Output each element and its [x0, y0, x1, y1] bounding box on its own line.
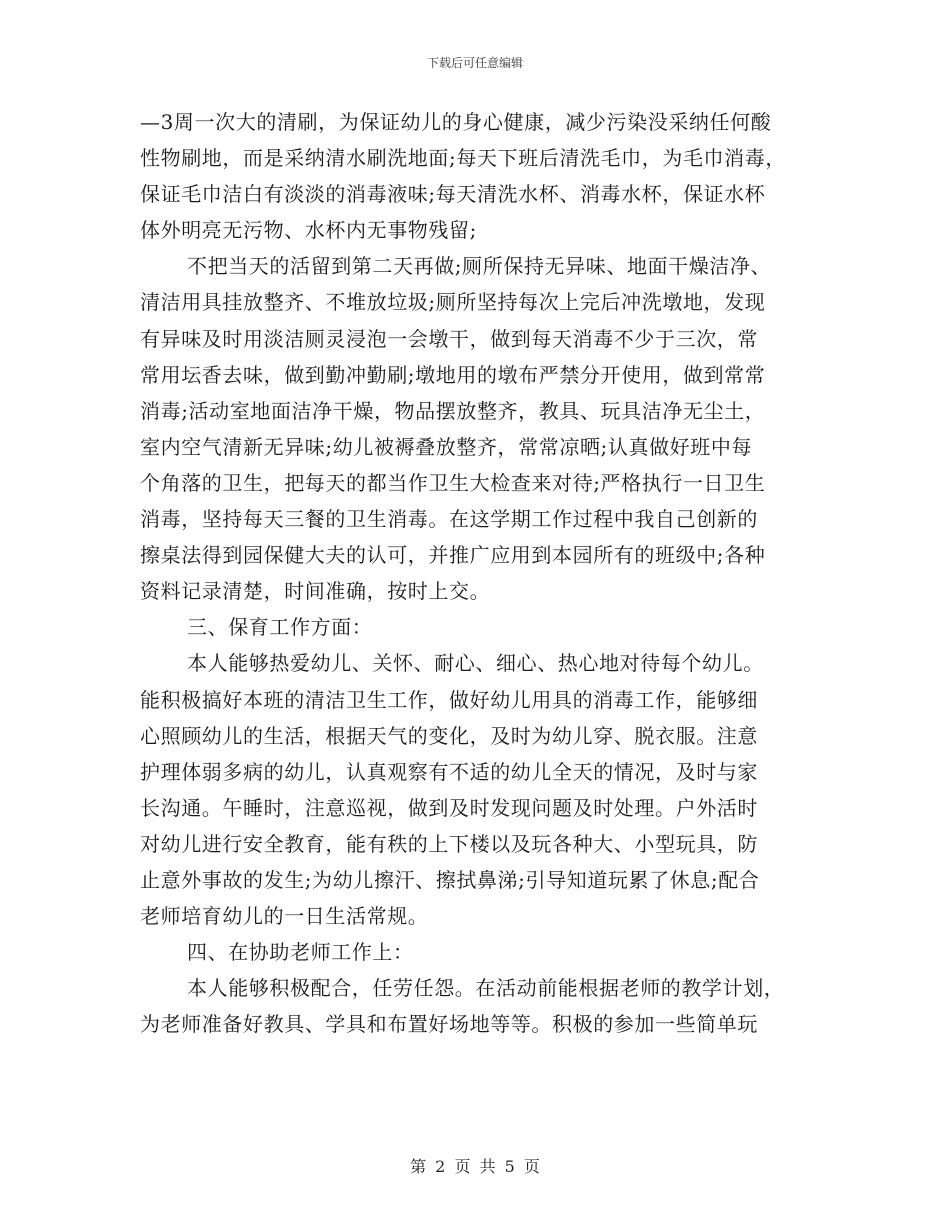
paragraph-start-line: 本人能够积极配合，任劳任怨。在活动前能根据老师的教学计划， [187, 976, 785, 1001]
text-line: 长沟通。午睡时，注意巡视，做到及时发现问题及时处理。户外活时 [140, 795, 758, 820]
body-text [140, 104, 810, 1042]
text-line: 体外明亮无污物、水杯内无事物残留; [140, 218, 477, 243]
text-line: 能积极搞好本班的清洁卫生工作，做好幼儿用具的消毒工作，能够细 [140, 687, 758, 712]
text-line: 心照顾幼儿的生活，根据天气的变化，及时为幼儿穿、脱衣服。注意 [140, 723, 758, 748]
text-line: 性物刷地，而是采纳清水刷洗地面;每天下班后清洗毛巾，为毛巾消毒， [140, 146, 786, 171]
page-number-footer: 第 2 页 共 5 页 [410, 1157, 540, 1176]
text-line: 个角落的卫生，把每天的都当作卫生大检查来对待;严格执行一日卫生 [140, 470, 766, 495]
text-line: 老师培育幼儿的一日生活常规。 [140, 904, 429, 929]
text-line: 有异味及时用淡洁厕灵浸泡一会墩干，做到每天消毒不少于三次，常 [140, 326, 758, 351]
paragraph-start-line: 不把当天的活留到第二天再做;厕所保持无异味、地面干燥洁净、 [187, 254, 772, 279]
text-line: 常用坛香去味，做到勤冲勤刷;墩地用的墩布严禁分开使用，做到常常 [140, 362, 766, 387]
section-heading: 四、在协助老师工作上： [187, 940, 414, 965]
text-line: 对幼儿进行安全教育，能有秩的上下楼以及玩各种大、小型玩具，防 [140, 831, 758, 856]
paragraph-start-line: 本人能够热爱幼儿、关怀、耐心、细心、热心地对待每个幼儿。 [187, 651, 764, 676]
text-line: 清洁用具挂放整齐、不堆放垃圾;厕所坚持每次上完后冲洗墩地，发现 [140, 290, 766, 315]
text-line: 护理体弱多病的幼儿，认真观察有不适的幼儿全天的情况，及时与家 [140, 759, 758, 784]
text-line: 保证毛巾洁白有淡淡的消毒液味;每天清洗水杯、消毒水杯，保证水杯 [140, 182, 766, 207]
section-heading: 三、保育工作方面： [187, 615, 373, 640]
text-line: 为老师准备好教具、学具和布置好场地等等。积极的参加一些简单玩 [140, 1012, 758, 1037]
text-line: 擦桌法得到园保健大夫的认可，并推广应用到本园所有的班级中;各种 [140, 543, 766, 568]
text-line: 消毒;活动室地面洁净干燥，物品摆放整齐，教具、玩具洁净无尘土， [140, 398, 766, 423]
text-line: 资料记录清楚，时间准确，按时上交。 [140, 579, 491, 604]
page-header: 下载后可任意编辑 [426, 56, 523, 70]
text-line: 室内空气清新无异味;幼儿被褥叠放整齐，常常凉晒;认真做好班中每 [140, 434, 753, 459]
text-line: 止意外事故的发生;为幼儿擦汗、擦拭鼻涕;引导知道玩累了休息;配合 [140, 867, 760, 892]
text-line: —3周一次大的清刷，为保证幼儿的身心健康，减少污染没采纳任何酸 [140, 110, 772, 134]
text-line: 消毒，坚持每天三餐的卫生消毒。在这学期工作过程中我自己创新的 [140, 507, 758, 532]
